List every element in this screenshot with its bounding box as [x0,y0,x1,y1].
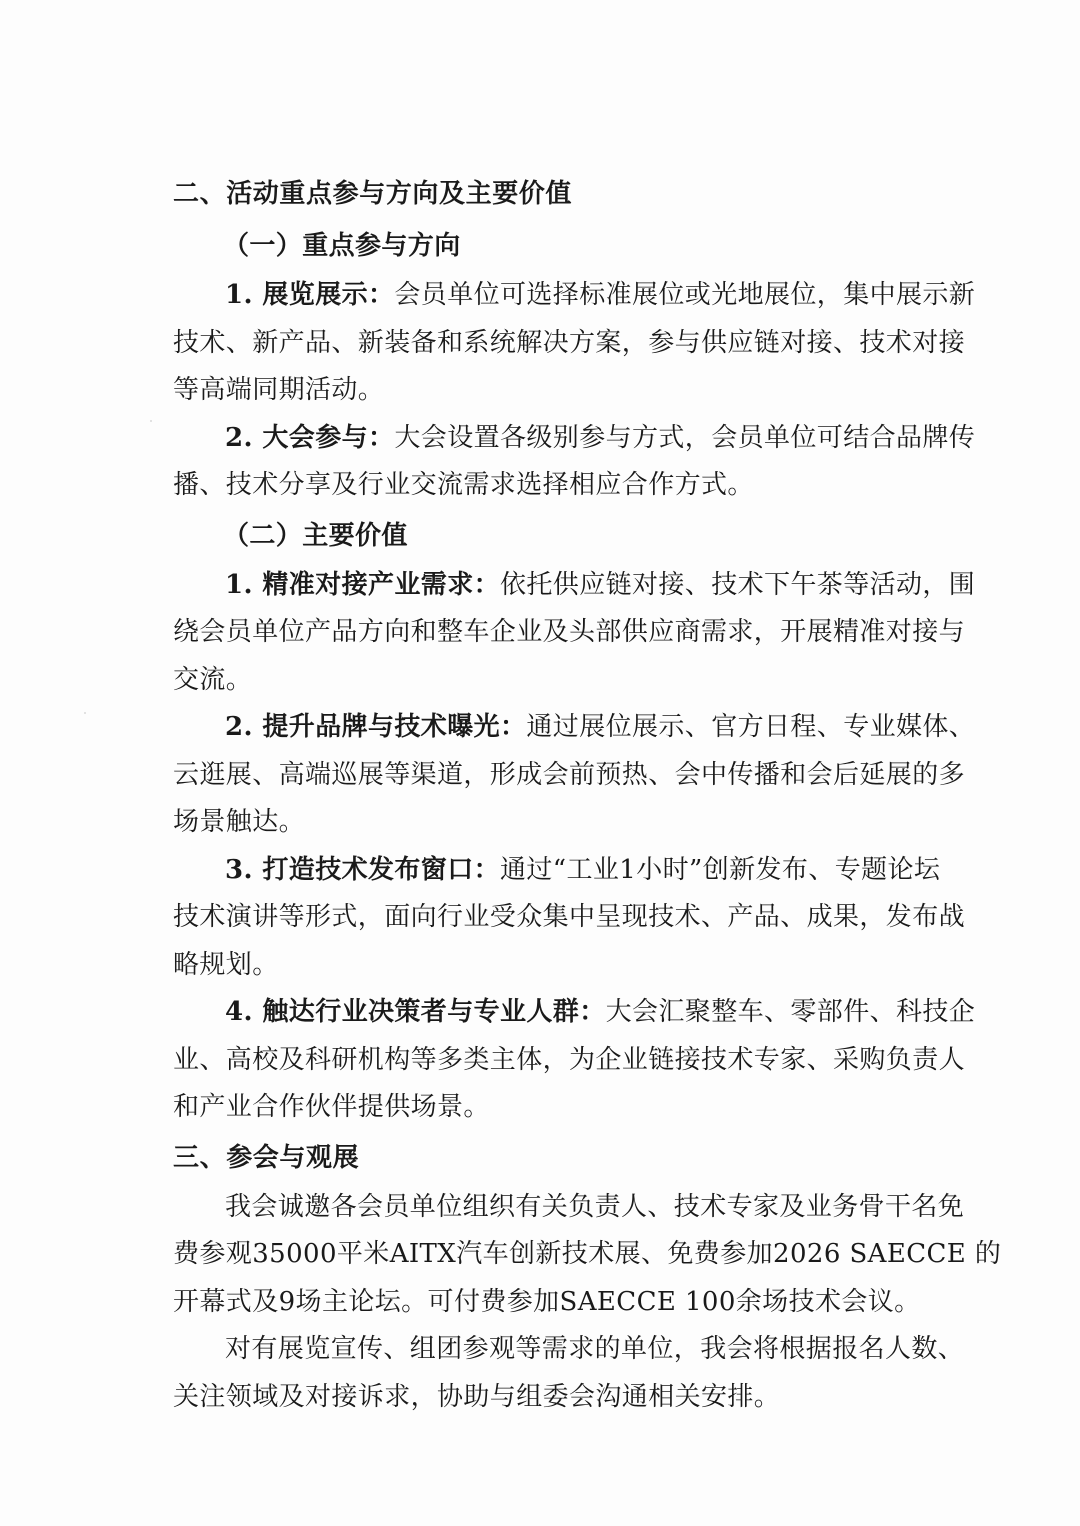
paragraph [173,1326,965,1421]
paragraph-text: 交流。 [173,664,253,695]
item-lead: 1. 展览展示： [225,280,395,310]
paragraph-text: 技术演讲等形式，面向行业受众集中呈现技术、产品、成果，发布战 [173,902,966,932]
item-lead: 3. 打造技术发布窗口： [225,854,500,885]
paragraph [173,847,966,990]
scan-speck [84,712,86,714]
paragraph-text: 和产业合作伙伴提供场景。 [173,1092,490,1122]
paragraph-text: 绕会员单位产品方向和整车企业及头部供应商需求，开展精准对接与 [173,617,966,647]
paragraph [173,989,976,1132]
paragraph-text: 开幕式及9场主论坛。可付费参加SAECCE 100余场技术会议。 [173,1286,921,1317]
paragraph-text: 播、技术分享及行业交流需求选择相应合作方式。 [173,470,754,500]
paragraph-text: 关注领域及对接诉求，协助与组委会沟通相关安排。 [173,1381,781,1412]
item-lead: 2. 提升品牌与技术曝光： [225,712,527,742]
paragraph-text: 略规划。 [173,949,279,980]
paragraph-text: 业、高校及科研机构等多类主体，为企业链接技术专家、采购负责人 [173,1044,966,1075]
paragraph-text: 大会设置各级别参与方式，会员单位可结合品牌传 [394,422,976,453]
paragraph-text: 对有展览宣传、组团参观等需求的单位，我会将根据报名人数、 [225,1334,965,1364]
paragraph [173,1184,1002,1327]
paragraph-text: 费参观35000平米AITX汽车创新技术展、免费参加2026 SAECCE 的 [173,1239,1002,1269]
paragraph-text: 场景触达。 [173,807,306,837]
subsection-heading: （一）重点参与方向 [223,231,461,261]
paragraph [173,562,976,705]
item-lead: 4. 触达行业决策者与专业人群： [225,997,606,1027]
section-heading: 二、活动重点参与方向及主要价值 [173,179,573,209]
paragraph [173,704,976,847]
paragraph-text: 云逛展、高端巡展等渠道，形成会前预热、会中传播和会后延展的多 [173,759,966,790]
document-body [173,168,1002,1421]
paragraph-text: 通过展位展示、官方日程、专业媒体、 [526,712,976,742]
section-heading: 三、参会与观展 [173,1142,360,1173]
paragraph-text: 技术、新产品、新装备和系统解决方案，参与供应链对接、技术对接 [173,327,966,358]
paragraph-text: 通过“工业1小时”创新发布、专题论坛 [500,854,941,885]
paragraph-text: 我会诚邀各会员单位组织有关负责人、技术专家及业务骨干名免 [225,1191,965,1222]
paragraph [173,272,976,415]
item-lead: 1. 精准对接产业需求： [225,569,500,600]
paragraph-text: 依托供应链对接、技术下午茶等活动，围 [500,569,976,600]
paragraph [173,415,976,510]
paragraph-text: 等高端同期活动。 [173,375,385,405]
scan-speck [150,420,152,422]
item-lead: 2. 大会参与： [225,422,395,453]
paragraph-text: 会员单位可选择标准展位或光地展位，集中展示新 [394,280,976,310]
subsection-heading: （二）主要价值 [223,520,408,551]
paragraph-text: 大会汇聚整车、零部件、科技企 [605,997,976,1027]
